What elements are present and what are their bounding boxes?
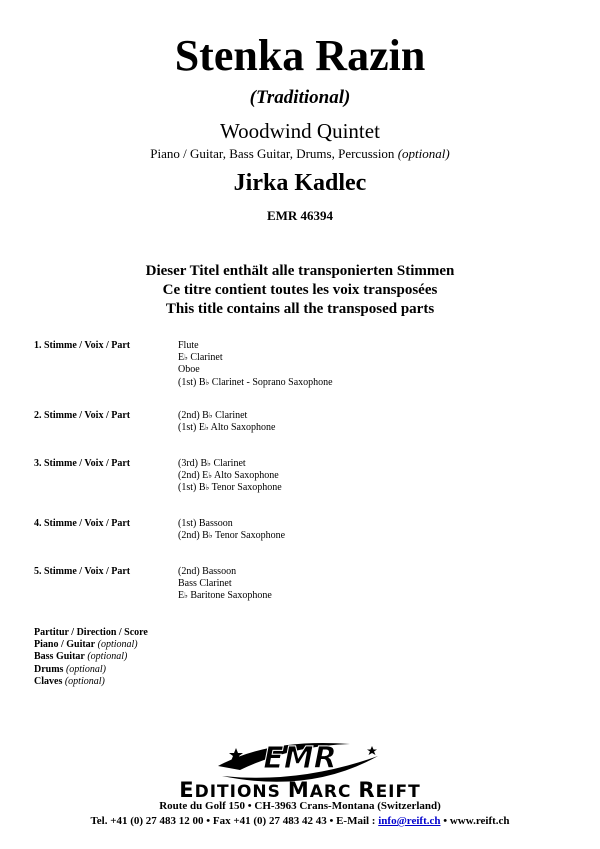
part-instruments xyxy=(178,340,333,389)
instrument-line xyxy=(178,590,272,602)
instrumentation-list: Piano / Guitar, Bass Guitar, Drums, Percussion xyxy=(150,146,395,161)
instrumentation xyxy=(0,146,600,162)
instrument-line xyxy=(178,422,275,434)
instrument-prefix: (1st) xyxy=(178,482,199,494)
instrument-name: Clarinet - Soprano Saxophone xyxy=(209,376,333,388)
extra-part-optional: (optional) xyxy=(97,639,138,651)
title: Stenka Razin xyxy=(174,31,426,80)
extra-part-name: Piano / Guitar xyxy=(34,639,96,651)
flat-symbol: ♭ xyxy=(208,531,213,541)
logo-text: EMR xyxy=(263,741,337,776)
instrument-prefix: (2nd) xyxy=(178,470,203,482)
flat-symbol: ♭ xyxy=(204,423,209,433)
part-label: 2. Stimme / Voix / Part xyxy=(34,410,131,421)
flat-symbol: ♭ xyxy=(208,411,213,420)
contact-phone-fax: Tel. +41 (0) 27 483 12 00 • Fax +41 (0) 27 483 42 43 • E-Mail : xyxy=(90,815,379,827)
instrument-name: Bassoon xyxy=(198,518,233,529)
instrument-line xyxy=(178,377,333,389)
instrument-prefix: (2nd) xyxy=(178,530,203,542)
instrument-prefix: (3rd) xyxy=(178,458,201,469)
publisher-name-part-3: EIFT xyxy=(375,782,421,802)
part-label: 4. Stimme / Voix / Part xyxy=(34,518,131,529)
flat-symbol: ♭ xyxy=(205,377,210,387)
extra-part xyxy=(34,627,148,639)
flat-symbol: ♭ xyxy=(205,483,210,493)
extra-part-optional: (optional) xyxy=(64,675,105,687)
instrument-name: Bass Clarinet xyxy=(178,578,232,590)
instrument-line xyxy=(178,364,333,376)
subtitle: (Traditional) xyxy=(249,87,351,108)
flat-symbol: ♭ xyxy=(184,591,188,601)
part-instruments xyxy=(178,410,275,434)
instrument-key: B xyxy=(202,410,209,421)
flat-symbol: ♭ xyxy=(207,459,211,468)
instrument-name: Alto Saxophone xyxy=(212,470,279,482)
part-label: 3. Stimme / Voix / Part xyxy=(34,458,131,469)
extra-part-optional: (optional) xyxy=(87,651,128,663)
instrument-line xyxy=(178,578,272,590)
notice-german: Dieser Titel enthält alle transponierten Stimmen xyxy=(145,263,455,279)
instrument-key: E xyxy=(198,422,205,434)
composer: Jirka Kadlec xyxy=(233,170,367,196)
flat-symbol: ♭ xyxy=(208,471,213,481)
instrument-line xyxy=(178,410,275,422)
instrument-key: B xyxy=(198,482,206,494)
email-link[interactable]: info@reift.ch xyxy=(378,815,441,827)
part-instruments xyxy=(178,518,285,542)
instrument-line xyxy=(178,566,272,578)
instrument-key: B xyxy=(198,376,206,388)
publisher-name-part-1: DITIONS xyxy=(194,782,288,802)
notice-english: This title contains all the transposed parts xyxy=(165,301,435,317)
extra-part xyxy=(34,676,148,688)
contact-website: • www.reift.ch xyxy=(440,815,510,827)
instrument-prefix: (1st) xyxy=(178,422,199,434)
instrument-line xyxy=(178,530,285,542)
instrument-prefix: (1st) xyxy=(178,376,199,388)
instrument-prefix: (2nd) xyxy=(178,566,203,577)
instrument-name: Baritone Saxophone xyxy=(187,590,272,602)
instrumentation-optional: (optional) xyxy=(397,146,450,161)
part-label: 1. Stimme / Voix / Part xyxy=(34,340,131,351)
instrument-line xyxy=(178,482,282,494)
extra-part-name: Claves xyxy=(34,675,63,687)
instrument-line xyxy=(178,352,333,364)
ensemble: Woodwind Quintet xyxy=(220,119,380,143)
extras-list xyxy=(34,627,148,688)
instrument-line xyxy=(178,458,282,470)
flat-symbol: ♭ xyxy=(184,353,188,363)
part-instruments xyxy=(178,458,282,495)
catalog-number: EMR 46394 xyxy=(266,208,334,223)
instrument-name: Clarinet xyxy=(187,352,223,364)
publisher-contact xyxy=(0,814,600,828)
instrument-key: E xyxy=(178,590,185,602)
publisher-initial-r: R xyxy=(358,778,376,802)
instrument-key: B xyxy=(200,458,208,469)
instrument-name: Alto Saxophone xyxy=(208,422,276,434)
instrument-name: Tenor Saxophone xyxy=(209,482,282,494)
instrument-name: Clarinet xyxy=(210,458,246,469)
publisher-name-part-2: ARC xyxy=(309,782,359,802)
instrument-name: Clarinet xyxy=(212,410,248,421)
extra-part xyxy=(34,639,148,651)
extra-part-name: Drums xyxy=(34,663,64,675)
instrument-key: E xyxy=(202,470,209,482)
extra-part xyxy=(34,651,148,663)
instrument-name: Oboe xyxy=(178,364,200,376)
transposed-parts-notice xyxy=(0,262,600,319)
instrument-line xyxy=(178,340,333,352)
instrument-name: Flute xyxy=(178,340,199,351)
publisher-address: Route du Golf 150 • CH-3963 Crans-Montana (Switzerland) xyxy=(159,800,441,812)
instrument-key: B xyxy=(202,530,209,542)
publisher-initial-e: E xyxy=(179,778,195,802)
extra-part xyxy=(34,664,148,676)
extra-part-optional: (optional) xyxy=(65,663,106,675)
instrument-key: E xyxy=(178,352,185,364)
instrument-prefix: (2nd) xyxy=(178,410,203,421)
publisher-initial-m: M xyxy=(287,778,310,802)
instrument-name: Bassoon xyxy=(202,566,237,577)
notice-french: Ce titre contient toutes les voix transposées xyxy=(162,282,438,298)
instrument-line xyxy=(178,518,285,530)
instrument-line xyxy=(178,470,282,482)
instrument-name: Tenor Saxophone xyxy=(212,530,286,542)
extra-part-name: Bass Guitar xyxy=(34,651,85,663)
part-label: 5. Stimme / Voix / Part xyxy=(34,566,131,577)
instrument-prefix: (1st) xyxy=(178,518,199,529)
extra-part-name: Partitur / Direction / Score xyxy=(34,627,148,638)
part-instruments xyxy=(178,566,272,603)
